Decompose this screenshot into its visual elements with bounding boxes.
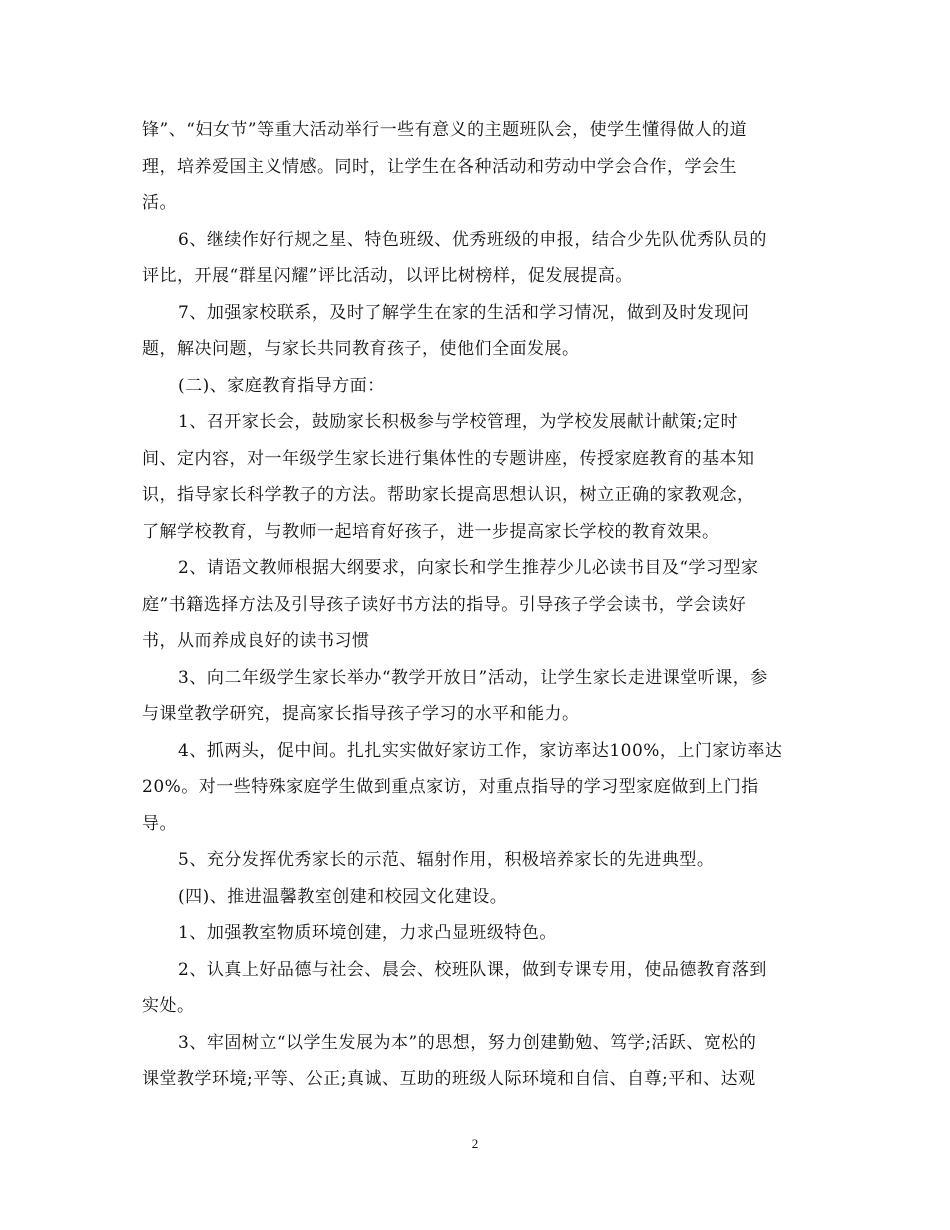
text-line: 6、继续作好行规之星、特色班级、优秀班级的申报，结合少先队优秀队员的 bbox=[178, 229, 767, 250]
text-line: 间、定内容，对一年级学生家长进行集体性的专题讲座，传授家庭教育的基本知 bbox=[142, 448, 755, 469]
text-line: 了解学校教育，与教师一起培育好孩子，进一步提高家长学校的教育效果。 bbox=[142, 521, 720, 542]
text-line: 课堂教学环境;平等、公正;真诚、互助的班级人际环境和自信、自尊;平和、达观 bbox=[142, 1069, 756, 1089]
text-line: 活。 bbox=[142, 193, 177, 213]
text-line: 2、请语文教师根据大纲要求，向家长和学生推荐少儿必读书目及“学习型家 bbox=[178, 558, 759, 578]
text-line: 3、牢固树立“以学生发展为本”的思想，努力创建勤勉、笃学;活跃、宽松的 bbox=[178, 1032, 757, 1053]
text-line: 5、充分发挥优秀家长的示范、辐射作用，积极培养家长的先进典型。 bbox=[178, 850, 715, 870]
text-line: 2、认真上好品德与社会、晨会、校班队课，做到专课专用，使品德教育落到 bbox=[178, 959, 767, 980]
page-number: 2 bbox=[471, 1136, 479, 1151]
text-line: 7、加强家校联系，及时了解学生在家的生活和学习情况，做到及时发现问 bbox=[178, 302, 750, 323]
text-line: 评比，开展“群星闪耀”评比活动，以评比树榜样，促发展提高。 bbox=[142, 266, 633, 286]
text-line: 1、召开家长会，鼓励家长积极参与学校管理，为学校发展献计献策;定时 bbox=[178, 412, 739, 432]
text-line: 识，指导家长科学教子的方法。帮助家长提高思想认识，树立正确的家教观念， bbox=[142, 485, 755, 505]
text-line: 书，从而养成良好的读书习惯 bbox=[142, 631, 370, 651]
text-line: 20%。对一些特殊家庭学生做到重点家访，对重点指导的学习型家庭做到上门指 bbox=[142, 777, 759, 797]
text-line: 与课堂教学研究，提高家长指导孩子学习的水平和能力。 bbox=[142, 704, 580, 724]
text-line: 庭”书籍选择方法及引导孩子读好书方法的指导。引导孩子学会读书，学会读好 bbox=[142, 594, 747, 615]
text-line: 4、抓两头，促中间。扎扎实实做好家访工作，家访率达100%，上门家访率达 bbox=[178, 740, 783, 761]
text-line: 1、加强教室物质环境创建，力求凸显班级特色。 bbox=[178, 923, 557, 943]
section-heading: (四)、推进温馨教室创建和校园文化建设。 bbox=[178, 886, 508, 907]
text-line: 3、向二年级学生家长举办“教学开放日”活动，让学生家长走进课堂听课，参 bbox=[178, 667, 768, 688]
text-line: 锋”、“妇女节”等重大活动举行一些有意义的主题班队会，使学生懂得做人的道 bbox=[142, 120, 748, 140]
text-line: 题，解决问题，与家长共同教育孩子，使他们全面发展。 bbox=[142, 339, 580, 359]
text-line: 导。 bbox=[142, 813, 177, 834]
text-line: 实处。 bbox=[142, 996, 195, 1016]
text-line: 理，培养爱国主义情感。同时，让学生在各种活动和劳动中学会合作，学会生 bbox=[142, 156, 737, 177]
section-heading: (二)、家庭教育指导方面： bbox=[178, 375, 385, 396]
document-body bbox=[142, 112, 812, 1098]
